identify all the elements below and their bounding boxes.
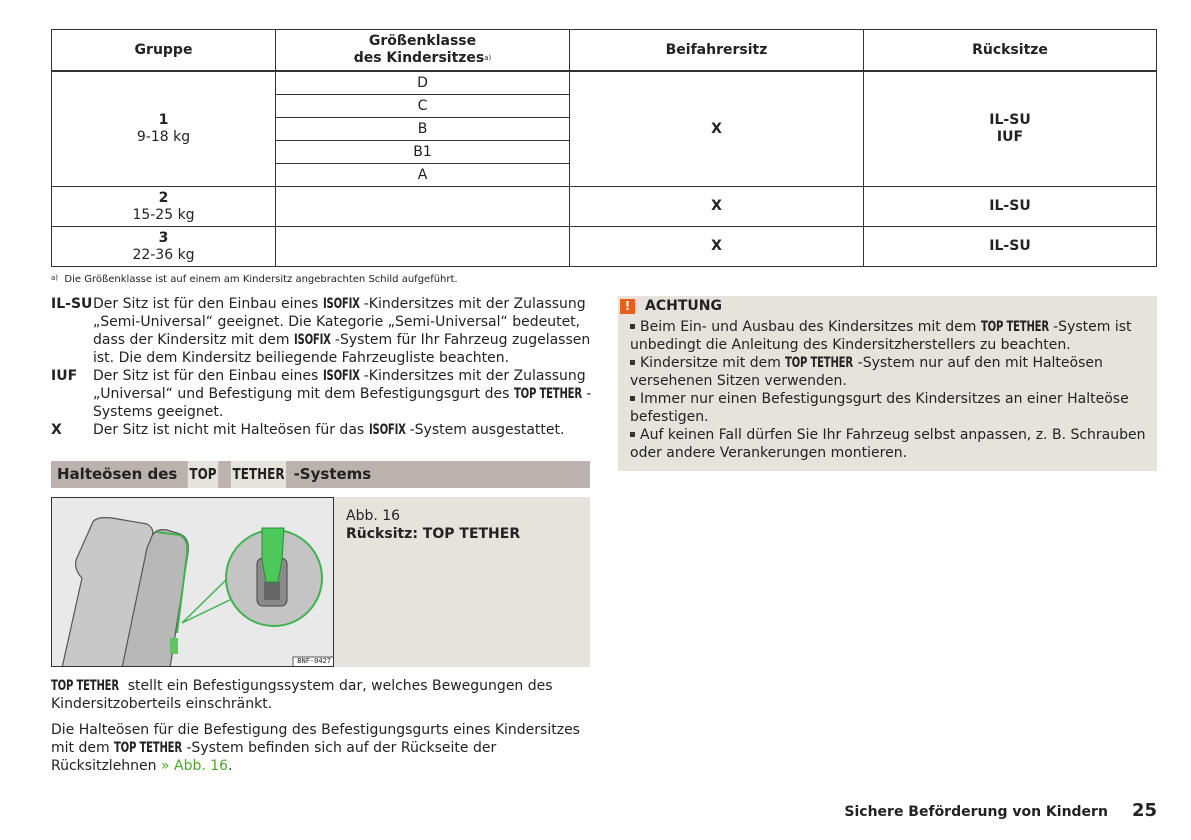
top-tether-logo: TOP TETHER (785, 355, 854, 371)
page-number: 25 (1131, 800, 1157, 821)
top-tether-logo: TOP TETHER (51, 678, 119, 694)
group-number: 3 (158, 229, 169, 246)
bullet-icon (630, 360, 635, 365)
paragraph-top-tether-intro: TOP TETHER stellt ein Befestigungssystem dar, welches Bewegungen des Kindersitzoberteils einschränkt. (51, 678, 553, 712)
header-size-line1: Größenklasse (368, 33, 477, 49)
footnote-ref: a) (484, 54, 492, 62)
table-row (52, 71, 1157, 95)
legend-item-iuf (51, 367, 596, 421)
figure-code: BNF-0427 (297, 657, 331, 665)
table-footnote (51, 274, 458, 285)
legend-text: Der Sitz ist für den Einbau eines ISOFIX -Kindersitzes mit der Zulassung „Universal“ und Befestigung mit dem Befestigungsgurt des TOP TETHER -Systems geeignet. (93, 368, 592, 420)
header-passenger: Beifahrersitz (570, 30, 864, 72)
rear-seat-illustration (52, 498, 334, 667)
legend-item-il-su (51, 295, 596, 367)
figure-number: Abb. 16 (346, 508, 401, 524)
rear-cell: IL-SU (864, 227, 1157, 267)
size-cell: B1 (276, 141, 570, 164)
header-group: Gruppe (52, 30, 276, 72)
passenger-cell: X (570, 71, 864, 187)
size-cell: A (276, 164, 570, 187)
tether-logo: TETHER (230, 461, 285, 488)
warning-item: Immer nur einen Befestigungsgurt des Kindersitzes an einer Halteöse befestigen. (630, 391, 1129, 425)
top-logo: TOP (187, 461, 217, 488)
passenger-cell: X (570, 227, 864, 267)
group-number: 2 (158, 189, 169, 206)
bullet-icon (630, 432, 635, 437)
section-heading: Halteösen des TOP TETHER -Systems (51, 461, 590, 488)
rear-line2: IUF (996, 129, 1024, 145)
group-cell (52, 71, 276, 187)
paragraph-anchor-location: Die Halteösen für die Befestigung des Befestigungsgurts eines Kindersitzes mit dem TOP TETHER -System befinden sich auf der Rückseite der Rücksitzlehnen » Abb. 16. (51, 722, 580, 774)
exclamation-icon: ! (620, 299, 635, 314)
warning-title: ACHTUNG (645, 298, 722, 314)
figure-rear-seat-illustration (51, 497, 334, 667)
figure-caption (334, 497, 590, 667)
page-footer (844, 800, 1157, 821)
top-tether-logo: TOP TETHER (114, 740, 182, 756)
size-cell: D (276, 71, 570, 95)
group-weight: 15-25 kg (132, 206, 195, 223)
table-row (52, 187, 1157, 227)
isofix-logo: ISOFIX (322, 368, 360, 384)
header-size-line2: des Kindersitzes (353, 50, 485, 66)
legend-text: Der Sitz ist nicht mit Halteösen für das ISOFIX -System ausgestattet. (93, 422, 565, 438)
header-size-class (276, 30, 570, 72)
legend-key: IL-SU (51, 296, 93, 312)
legend-text: Der Sitz ist für den Einbau eines ISOFIX -Kindersitzes mit der Zulassung „Semi-Universal“ geeignet. Die Kategorie „Semi-Universal“ bedeutet, dass der Kindersitz mit dem ISOFIX -System für Ihr Fahrzeug zugelassen ist. Die dem Kindersitz beiliegende Fahrzeugliste beachten. (93, 296, 591, 366)
group-number: 1 (158, 112, 169, 128)
top-tether-logo: TOP TETHER (513, 386, 582, 402)
header-rear: Rücksitze (864, 30, 1157, 72)
legend-key: X (51, 422, 62, 438)
top-tether-logo: TOP TETHER (980, 319, 1049, 335)
group-weight: 9-18 kg (136, 129, 191, 145)
rear-cell: IL-SU (864, 187, 1157, 227)
isofix-logo: ISOFIX (322, 296, 360, 312)
size-cell (276, 227, 570, 267)
bullet-icon (630, 324, 635, 329)
bullet-icon (630, 396, 635, 401)
isofix-logo: ISOFIX (293, 332, 331, 348)
footnote-text: Die Größenklasse ist auf einem am Kindersitz angebrachten Schild aufgeführt. (64, 274, 458, 285)
warning-box (618, 296, 1157, 471)
size-cell (276, 187, 570, 227)
warning-item: Kindersitze mit dem TOP TETHER -System nur auf den mit Halteösen versehenen Sitzen verwenden. (630, 355, 1103, 389)
isofix-logo: ISOFIX (368, 422, 406, 438)
child-seat-table (51, 29, 1157, 267)
legend-item-x (51, 421, 596, 439)
passenger-cell: X (570, 187, 864, 227)
legend-key: IUF (51, 368, 78, 384)
rear-line1: IL-SU (989, 112, 1031, 128)
group-weight: 22-36 kg (132, 246, 195, 263)
footnote-mark: a) (51, 274, 59, 282)
abbreviation-legend (51, 295, 596, 439)
group-cell (52, 227, 276, 267)
figure-caption-text: Rücksitz: TOP TETHER (346, 526, 521, 542)
warning-item: Beim Ein- und Ausbau des Kindersitzes mit dem TOP TETHER -System ist unbedingt die Anleitung des Kindersitzherstellers zu beachten. (630, 319, 1132, 353)
size-cell: B (276, 118, 570, 141)
size-cell: C (276, 95, 570, 118)
table-row (52, 227, 1157, 267)
group-cell (52, 187, 276, 227)
figure-link[interactable]: » Abb. 16 (160, 758, 229, 774)
rear-cell (864, 71, 1157, 187)
warning-item: Auf keinen Fall dürfen Sie Ihr Fahrzeug selbst anpassen, z. B. Schrauben oder andere Verankerungen montieren. (630, 427, 1146, 461)
chapter-title: Sichere Beförderung von Kindern (844, 804, 1108, 820)
